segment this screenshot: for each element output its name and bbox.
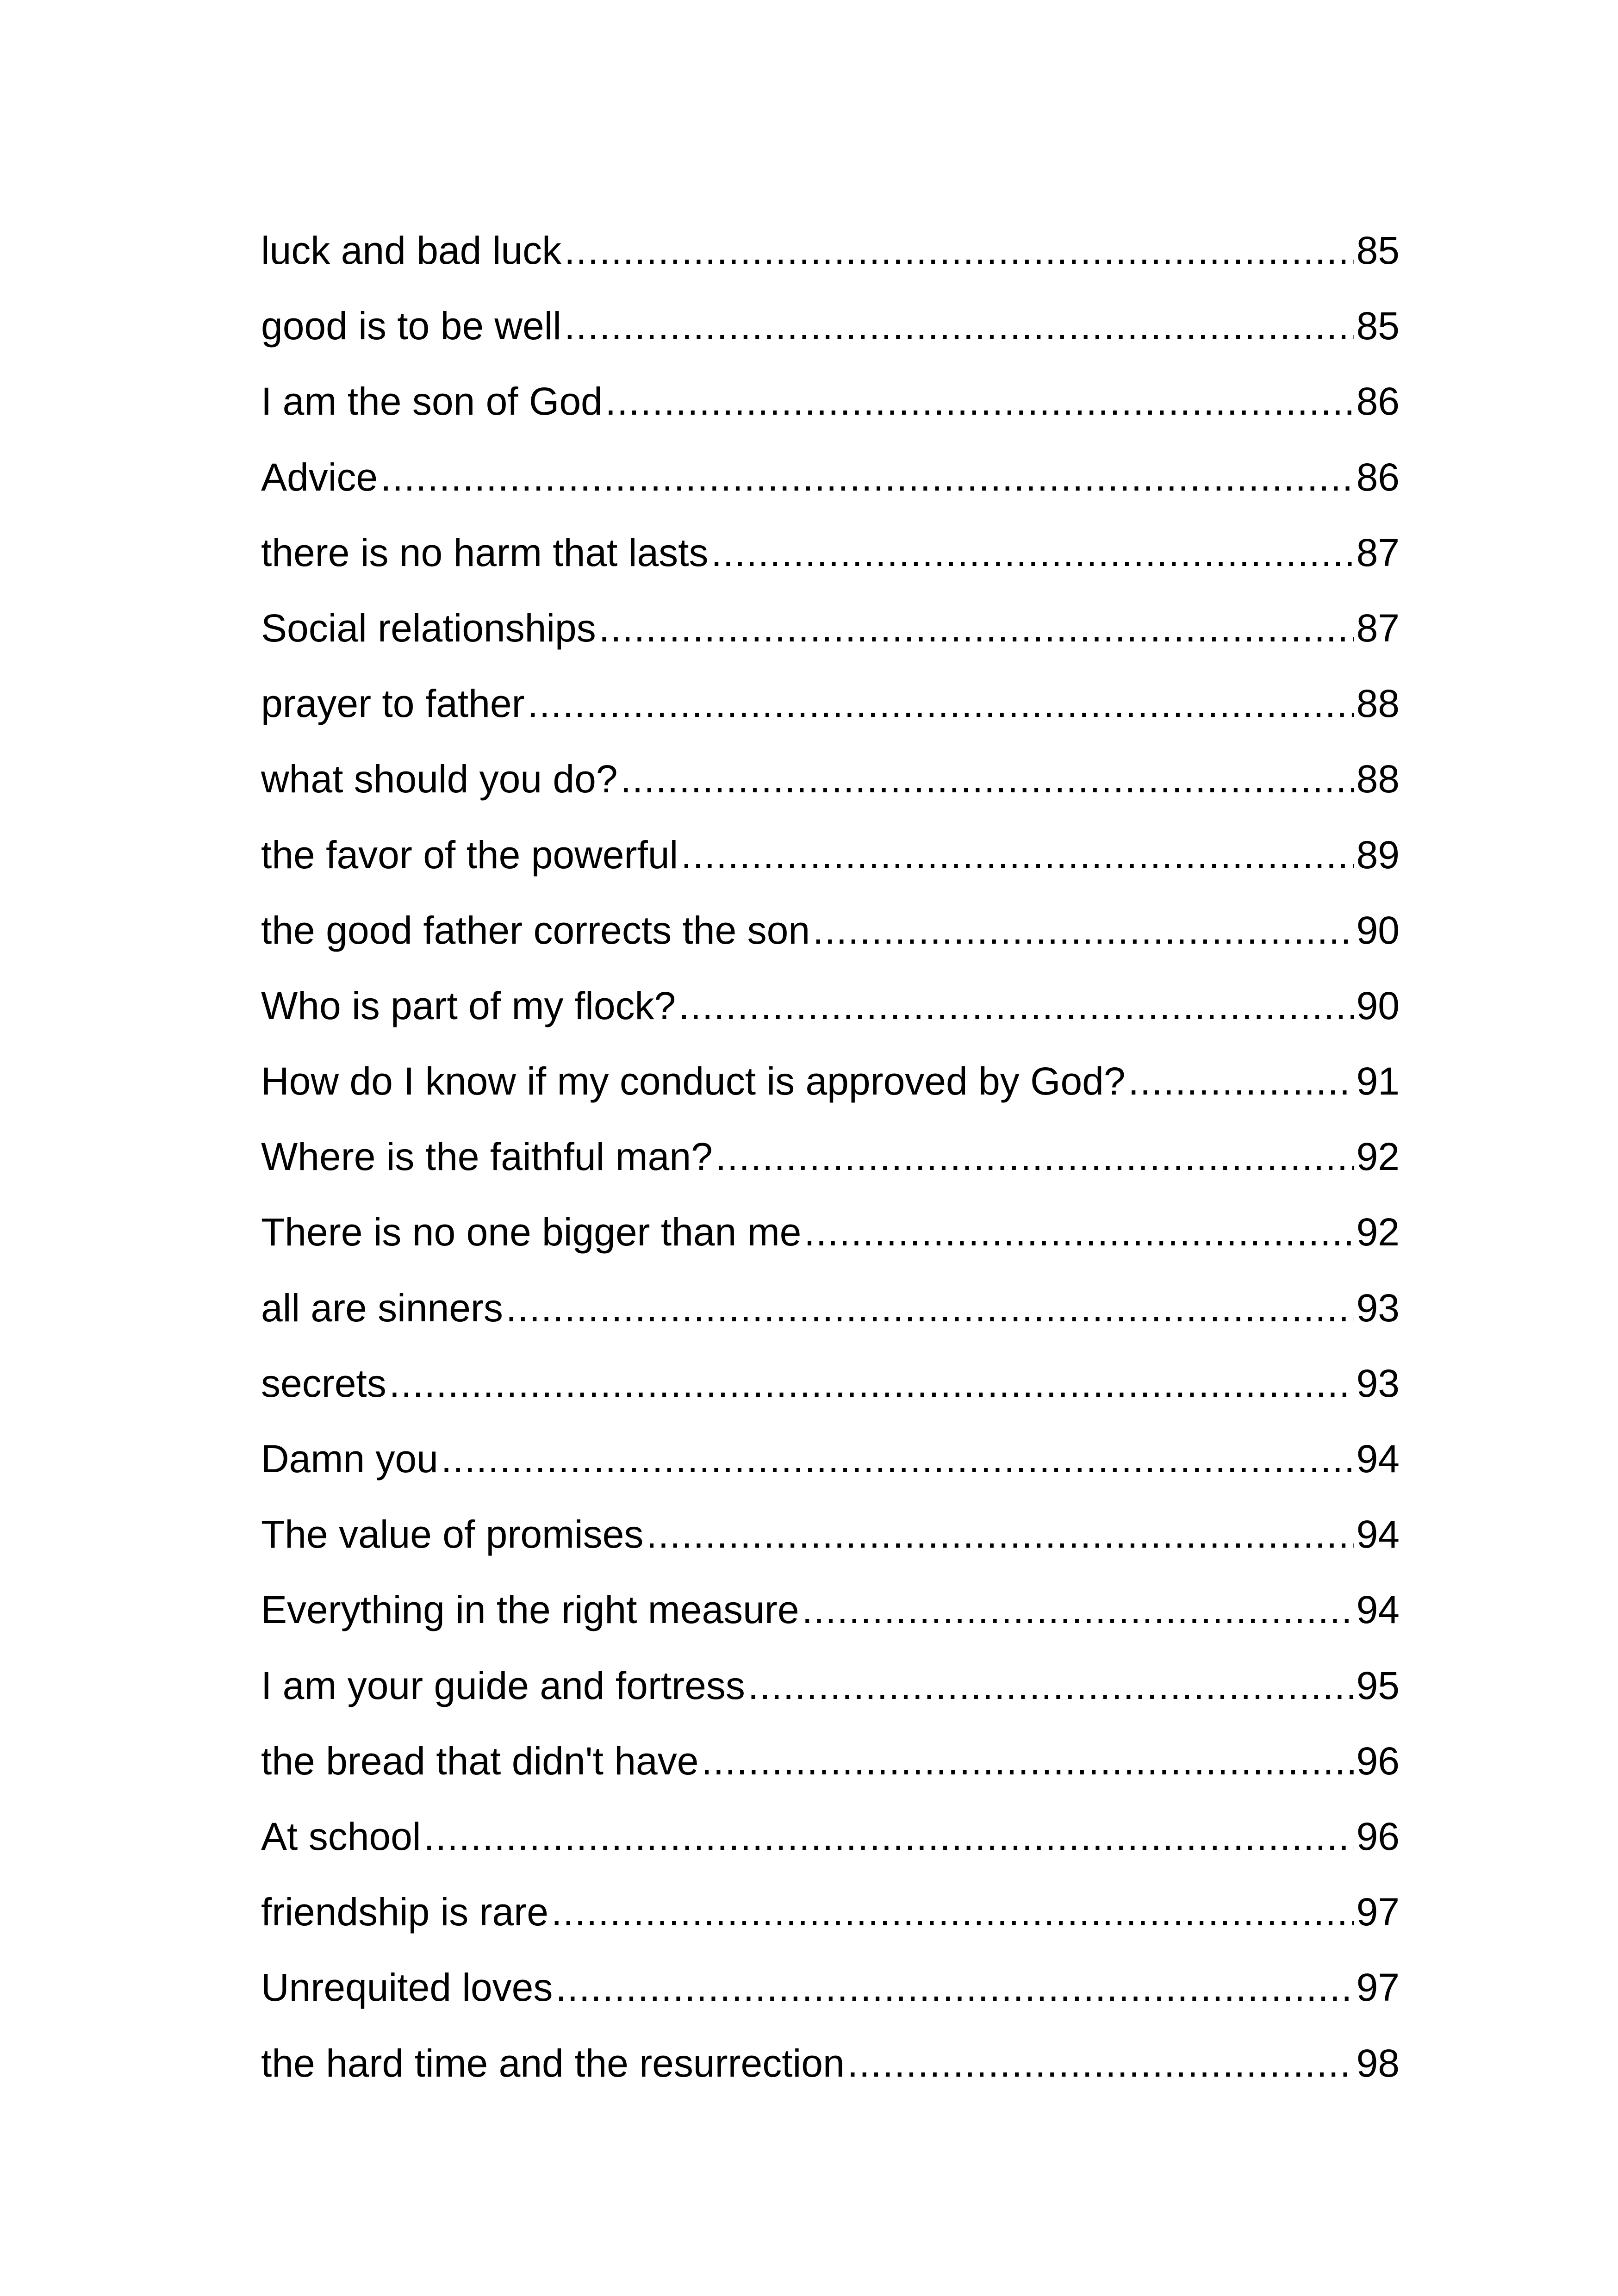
dot-leader bbox=[813, 893, 1354, 968]
toc-entry[interactable] bbox=[261, 288, 1400, 364]
toc-entry[interactable] bbox=[261, 1874, 1400, 1950]
dot-leader bbox=[681, 817, 1353, 893]
toc-entry[interactable] bbox=[261, 1270, 1400, 1346]
toc-entry-title: Everything in the right measure bbox=[261, 1588, 799, 1632]
dot-leader bbox=[802, 1572, 1354, 1648]
toc-entry-title: friendship is rare bbox=[261, 1890, 548, 1934]
toc-entry-title: all are sinners bbox=[261, 1286, 503, 1330]
toc-entry-page: 91 bbox=[1356, 1059, 1400, 1103]
dot-leader bbox=[605, 364, 1354, 439]
dot-leader bbox=[804, 1195, 1353, 1270]
toc-entry[interactable] bbox=[261, 1044, 1400, 1119]
toc-entry-title: the good father corrects the son bbox=[261, 908, 810, 952]
toc-entry-page: 92 bbox=[1356, 1210, 1400, 1254]
toc-entry[interactable] bbox=[261, 1421, 1400, 1497]
dot-leader bbox=[1128, 1044, 1354, 1119]
dot-leader bbox=[701, 1724, 1353, 1799]
toc-entry-page: 98 bbox=[1356, 2041, 1400, 2085]
toc-entry[interactable] bbox=[261, 1799, 1400, 1874]
toc-entry-page: 89 bbox=[1356, 833, 1400, 877]
toc-entry[interactable] bbox=[261, 893, 1400, 968]
toc-entry-title: I am the son of God bbox=[261, 380, 603, 423]
dot-leader bbox=[564, 288, 1353, 364]
toc-entry[interactable] bbox=[261, 817, 1400, 893]
dot-leader bbox=[555, 1950, 1353, 2025]
dot-leader bbox=[678, 968, 1353, 1044]
toc-entry-page: 94 bbox=[1356, 1588, 1400, 1632]
dot-leader bbox=[506, 1270, 1354, 1346]
toc-entry[interactable] bbox=[261, 440, 1400, 515]
toc-entry[interactable] bbox=[261, 213, 1400, 288]
dot-leader bbox=[621, 741, 1354, 817]
toc-entry-title: At school bbox=[261, 1814, 421, 1858]
toc-entry-page: 86 bbox=[1356, 380, 1400, 423]
toc-entry[interactable] bbox=[261, 364, 1400, 439]
toc-entry-page: 96 bbox=[1356, 1739, 1400, 1783]
toc-entry-page: 90 bbox=[1356, 908, 1400, 952]
toc-entry[interactable] bbox=[261, 1346, 1400, 1421]
dot-leader bbox=[389, 1346, 1354, 1421]
toc-entry-title: luck and bad luck bbox=[261, 229, 562, 272]
toc-entry[interactable] bbox=[261, 591, 1400, 666]
dot-leader bbox=[424, 1799, 1354, 1874]
toc-entry-title: Social relationships bbox=[261, 606, 596, 650]
toc-entry-page: 97 bbox=[1356, 1890, 1400, 1934]
dot-leader bbox=[847, 2026, 1354, 2101]
toc-entry[interactable] bbox=[261, 1950, 1400, 2025]
toc-entry-page: 94 bbox=[1356, 1437, 1400, 1481]
toc-entry-page: 87 bbox=[1356, 606, 1400, 650]
toc-entry[interactable] bbox=[261, 1195, 1400, 1270]
toc-entry-page: 93 bbox=[1356, 1361, 1400, 1405]
toc-entry-page: 92 bbox=[1356, 1135, 1400, 1179]
toc-entry-page: 93 bbox=[1356, 1286, 1400, 1330]
toc-entry-title: secrets bbox=[261, 1361, 386, 1405]
dot-leader bbox=[646, 1497, 1353, 1572]
toc-entry[interactable] bbox=[261, 1119, 1400, 1195]
toc-entry-title: Who is part of my flock? bbox=[261, 983, 676, 1027]
toc-entry-page: 90 bbox=[1356, 983, 1400, 1027]
toc-entry-title: the bread that didn't have bbox=[261, 1739, 699, 1783]
dot-leader bbox=[564, 213, 1353, 288]
toc-entry-title: the favor of the powerful bbox=[261, 833, 678, 877]
dot-leader bbox=[711, 515, 1353, 591]
toc-entry-page: 96 bbox=[1356, 1814, 1400, 1858]
toc-entry-page: 94 bbox=[1356, 1512, 1400, 1556]
toc-entry-title: good is to be well bbox=[261, 304, 562, 348]
toc-entry[interactable] bbox=[261, 2026, 1400, 2101]
toc-entry[interactable] bbox=[261, 1648, 1400, 1724]
table-of-contents bbox=[261, 213, 1400, 2101]
dot-leader bbox=[441, 1421, 1354, 1497]
toc-entry-page: 97 bbox=[1356, 1966, 1400, 2010]
toc-entry-title: There is no one bigger than me bbox=[261, 1210, 802, 1254]
toc-entry-page: 88 bbox=[1356, 682, 1400, 726]
toc-entry-title: there is no harm that lasts bbox=[261, 530, 709, 574]
dot-leader bbox=[528, 666, 1354, 741]
toc-entry-page: 88 bbox=[1356, 757, 1400, 801]
toc-entry-title: I am your guide and fortress bbox=[261, 1663, 745, 1707]
toc-entry[interactable] bbox=[261, 741, 1400, 817]
dot-leader bbox=[380, 440, 1353, 515]
toc-entry[interactable] bbox=[261, 515, 1400, 591]
dot-leader bbox=[748, 1648, 1354, 1724]
dot-leader bbox=[716, 1119, 1354, 1195]
toc-entry-title: what should you do? bbox=[261, 757, 618, 801]
toc-entry-title: How do I know if my conduct is approved by God? bbox=[261, 1059, 1126, 1103]
toc-entry[interactable] bbox=[261, 1724, 1400, 1799]
toc-entry-title: The value of promises bbox=[261, 1512, 644, 1556]
toc-entry-page: 87 bbox=[1356, 530, 1400, 574]
dot-leader bbox=[551, 1874, 1354, 1950]
toc-entry-title: the hard time and the resurrection bbox=[261, 2041, 845, 2085]
toc-entry[interactable] bbox=[261, 968, 1400, 1044]
toc-entry-page: 85 bbox=[1356, 304, 1400, 348]
toc-entry[interactable] bbox=[261, 1497, 1400, 1572]
toc-entry-page: 95 bbox=[1356, 1663, 1400, 1707]
toc-entry-page: 86 bbox=[1356, 455, 1400, 499]
toc-entry-title: prayer to father bbox=[261, 682, 525, 726]
toc-entry-title: Unrequited loves bbox=[261, 1966, 553, 2010]
toc-entry[interactable] bbox=[261, 666, 1400, 741]
toc-entry-page: 85 bbox=[1356, 229, 1400, 272]
toc-entry-title: Damn you bbox=[261, 1437, 438, 1481]
dot-leader bbox=[599, 591, 1354, 666]
toc-entry-title: Advice bbox=[261, 455, 378, 499]
toc-entry[interactable] bbox=[261, 1572, 1400, 1648]
toc-entry-title: Where is the faithful man? bbox=[261, 1135, 713, 1179]
